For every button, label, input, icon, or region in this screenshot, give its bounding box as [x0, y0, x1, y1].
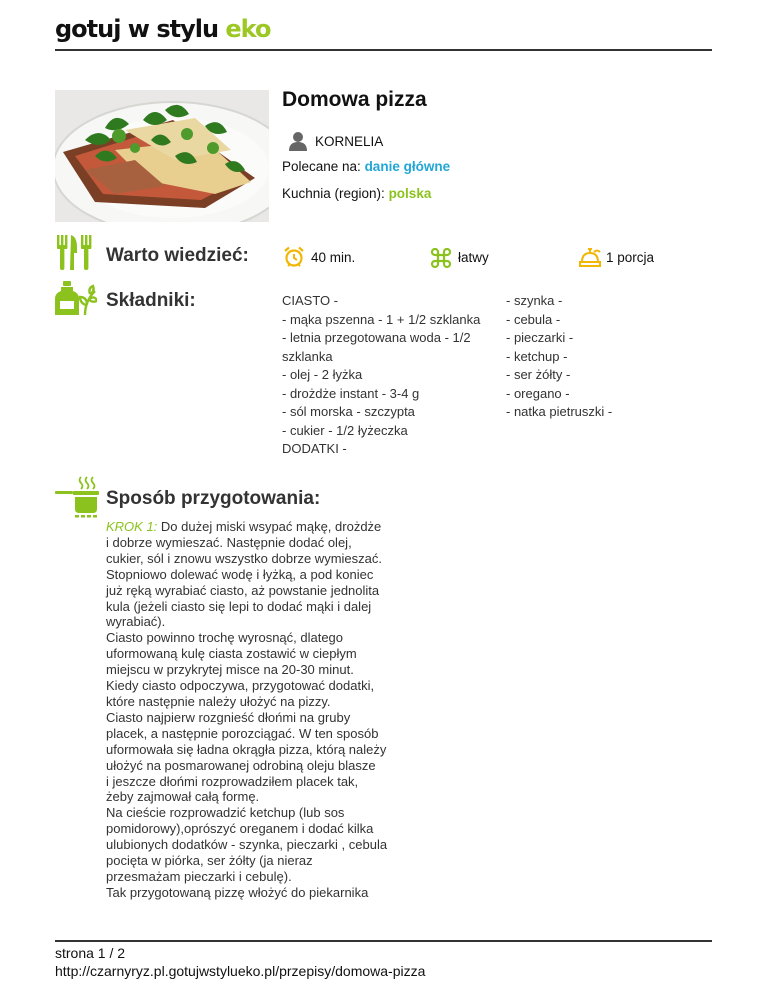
step-line: KROK 1: Do dużej miski wsypać mąkę, drożdże: [106, 519, 382, 534]
step-line: Kiedy ciasto odpoczywa, przygotować dodatki,: [106, 678, 375, 694]
logo-text: gotuj w stylu: [55, 15, 226, 43]
cooking-pot-icon: [55, 475, 101, 519]
step-line: Tak przygotowaną pizzę włożyć do piekarnika: [106, 884, 369, 900]
preparation-heading: Sposób przygotowania:: [106, 488, 321, 509]
ingredient-item: - cukier - 1/2 łyżeczka: [282, 422, 408, 438]
cuisine-label: Kuchnia (region):: [282, 186, 389, 201]
site-logo[interactable]: [55, 14, 271, 44]
recipe-author[interactable]: KORNELIA: [315, 134, 384, 149]
recommended-link[interactable]: danie główne: [364, 159, 451, 174]
step-line: Stopniowo dolewać wodę i łyżką, a pod koniec: [106, 566, 374, 582]
step-line: i dobrze wymieszać. Następnie dodać olej,: [106, 534, 352, 550]
cuisine-row: [282, 186, 431, 201]
step-line: przesmażam pieczarki i cebulę).: [106, 868, 292, 884]
step-line: i jeszcze dłońmi rozprowadziłem placek tak,: [106, 773, 359, 789]
ingredient-item: - letnia przegotowana woda - 1/2 szklanka: [282, 330, 471, 364]
step-line: miejscu w przykrytej misce na 20-30 minut.: [106, 662, 354, 678]
ingredient-item: - ketchup -: [506, 348, 568, 364]
step-line: pocięta w piórka, ser żółty (ja nieraz: [106, 853, 313, 869]
ingredient-item: - ser żółty -: [506, 367, 571, 382]
step-line: które następnie należy ułożyć na pizzy.: [106, 693, 331, 709]
ingredients-icon: [55, 281, 97, 317]
logo-accent: eko: [225, 15, 271, 43]
author-icon: [288, 131, 308, 151]
footer-divider: [55, 940, 712, 942]
ingredients-col1: [282, 292, 497, 459]
recommended-label: Polecane na:: [282, 159, 365, 174]
ingredient-item: DODATKI -: [282, 441, 347, 456]
ingredient-item: - sól morska - szczypta: [282, 404, 415, 419]
ingredient-item: - olej - 2 łyżka: [282, 367, 363, 382]
ingredient-item: - mąka pszenna - 1 + 1/2 szklanka: [282, 311, 481, 327]
step-line: kula (jeżeli ciasto się lepi to dodać mąki i dalej: [106, 598, 372, 614]
step-line: pomidorowy),oprószyć oreganem i dodać kilka: [106, 821, 374, 837]
difficulty-level: łatwy: [458, 250, 489, 265]
step-line: ułożyć na posmarowanej odrobiną oleju blasze: [106, 757, 376, 773]
ingredients-heading: Składniki:: [106, 290, 196, 311]
recipe-photo: [55, 90, 269, 222]
step-line: żeby zajmował całą formę.: [106, 789, 260, 805]
cuisine-link[interactable]: polska: [388, 186, 432, 201]
ingredient-item: - cebula -: [506, 311, 561, 327]
step-line: uformowała się ładna okrągła pizza, którą należy: [106, 741, 387, 757]
difficulty-icon: [430, 247, 452, 269]
step-line: ulubionych dodatków - szynka, pieczarki , cebula: [106, 837, 388, 853]
alarm-clock-icon: [283, 246, 305, 268]
page-number: strona 1 / 2: [55, 945, 126, 961]
ingredient-item: - oregano -: [506, 385, 570, 401]
ingredient-item: CIASTO -: [282, 293, 339, 308]
step-line: cukier, sól i znowu wszystko dobrze wymieszać.: [106, 550, 382, 566]
step-line: Ciasto powinno trochę wyrosnąć, dlatego: [106, 630, 344, 646]
step-line: uformowaną kulę ciasta zostawić w ciepłym: [106, 646, 357, 662]
portions-icon: [578, 246, 602, 268]
step-line: placek, a następnie porozciągać. W ten sposób: [106, 725, 379, 741]
portions: 1 porcja: [606, 250, 655, 265]
ingredient-item: - drożdże instant - 3-4 g: [282, 385, 420, 401]
step-line: Ciasto najpierw rozgnieść dłońmi na gruby: [106, 709, 351, 725]
step-line: już ręką wyrabiać ciasto, aż powstanie jednolita: [106, 582, 380, 598]
info-heading: Warto wiedzieć:: [106, 245, 249, 266]
cutlery-icon: [55, 233, 97, 271]
recommended-row: [282, 159, 450, 174]
ingredient-item: - pieczarki -: [506, 330, 574, 345]
recipe-title: Domowa pizza: [282, 88, 427, 111]
source-url[interactable]: http://czarnyryz.pl.gotujwstylueko.pl/przepisy/domowa-pizza: [55, 963, 426, 979]
header-divider: [55, 49, 712, 51]
ingredients-col2: [506, 292, 706, 422]
prep-time: 40 min.: [311, 250, 356, 265]
step-line: wyrabiać).: [106, 614, 166, 630]
step-label: KROK 1:: [106, 519, 158, 534]
ingredient-item: - natka pietruszki -: [506, 404, 613, 419]
preparation-steps: [106, 519, 416, 901]
ingredient-item: - szynka -: [506, 293, 563, 308]
step-line: Na cieście rozprowadzić ketchup (lub sos: [106, 805, 345, 821]
